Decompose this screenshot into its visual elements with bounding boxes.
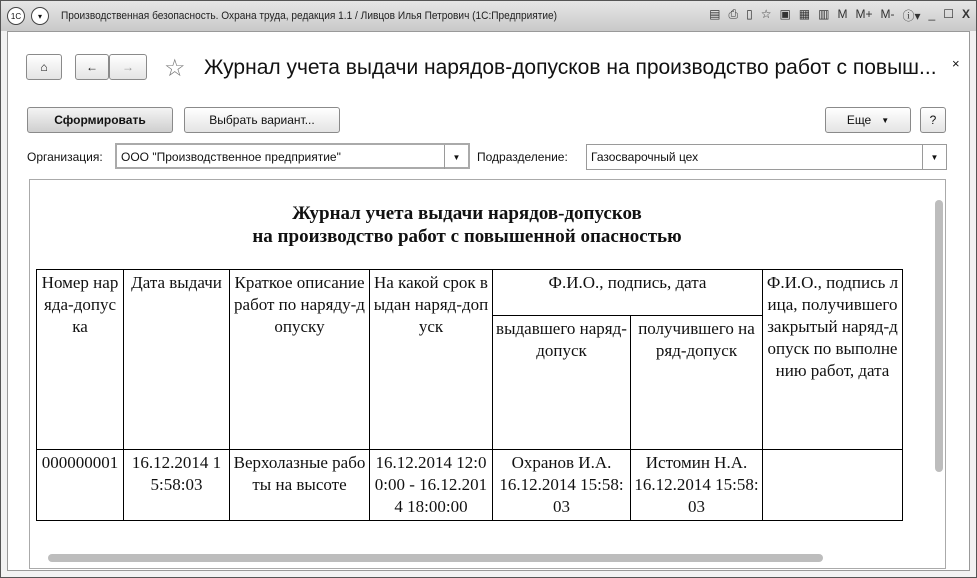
calendar-icon[interactable]: ▥ [818, 7, 830, 21]
horizontal-scrollbar[interactable] [48, 554, 823, 562]
report-title-line2: на производство работ с повышенной опасностью [252, 226, 682, 247]
report-spreadsheet[interactable] [29, 179, 946, 569]
home-button[interactable] [26, 54, 62, 80]
cell-date: 16.12.2014 15:58:03 [124, 450, 230, 521]
minimize-icon[interactable]: _ [928, 7, 936, 21]
cell-issued [493, 450, 631, 521]
favorite-star-icon[interactable]: ☆ [164, 55, 186, 82]
header-received: получившего наряд-допуск [631, 316, 763, 450]
issued-name: Охранов И.А. [511, 453, 612, 472]
vertical-scrollbar[interactable] [935, 200, 943, 472]
close-icon[interactable]: X [961, 7, 970, 21]
org-label: Организация: [27, 150, 103, 164]
received-date: 16.12.2014 15:58:03 [634, 475, 759, 516]
forward-button[interactable] [109, 54, 147, 80]
1c-logo-icon: 1С [7, 7, 25, 25]
cell-description: Верхолазные работы на высоте [230, 450, 370, 521]
chevron-down-icon[interactable]: ▼ [922, 145, 946, 169]
header-number: Номер наряда-допуска [37, 270, 124, 450]
generate-button[interactable]: Сформировать [27, 107, 173, 133]
report-title [30, 202, 904, 248]
memory-minus-button[interactable]: M- [880, 7, 895, 21]
header-date: Дата выдачи [124, 270, 230, 450]
arrow-left-icon: ← [86, 60, 98, 74]
help-button[interactable]: ? [920, 107, 946, 133]
save-icon[interactable]: ▤ [709, 7, 721, 21]
cell-received [631, 450, 763, 521]
form-area [7, 31, 970, 571]
close-form-button[interactable]: × [952, 56, 960, 71]
main-menu-button[interactable]: ▾ [31, 7, 49, 25]
more-button[interactable] [825, 107, 911, 133]
org-field[interactable] [115, 143, 470, 169]
header-issued: выдавшего наряд-допуск [493, 316, 631, 450]
info-icon[interactable]: ⓘ▾ [902, 9, 921, 23]
title-bar [1, 1, 976, 31]
preview-icon[interactable]: ▯ [746, 7, 753, 21]
maximize-icon[interactable]: ☐ [943, 7, 954, 21]
cell-closed [763, 450, 903, 521]
calculator-icon[interactable]: ▦ [798, 7, 811, 21]
print-icon[interactable]: ⎙ [728, 7, 739, 21]
header-closed: Ф.И.О., подпись лица, получившего закрытый наряд-допуск по выполнению работ, дата [763, 270, 903, 450]
dept-value: Газосварочный цех [591, 150, 699, 164]
dept-field[interactable] [586, 144, 947, 170]
org-value: ООО "Производственное предприятие" [121, 150, 341, 164]
report-title-line1: Журнал учета выдачи нарядов-допусков [292, 203, 642, 224]
home-icon: ⌂ [40, 60, 48, 74]
favorites-list-icon[interactable]: ▣ [779, 7, 791, 21]
header-term: На какой срок выдан наряд-допуск [370, 270, 493, 450]
issued-date: 16.12.2014 15:58:03 [499, 475, 624, 516]
window-title: Производственная безопасность. Охрана труда, редакция 1.1 / Ливцов Илья Петрович (1С:Предприятие) [61, 10, 558, 22]
more-label: Еще [846, 113, 872, 127]
received-name: Истомин Н.А. [645, 453, 748, 472]
report-table [36, 269, 903, 521]
cell-term: 16.12.2014 12:00:00 - 16.12.2014 18:00:00 [370, 450, 493, 521]
dept-label: Подразделение: [477, 150, 568, 164]
chevron-down-icon[interactable]: ▼ [444, 145, 468, 169]
header-fio-group: Ф.И.О., подпись, дата [493, 270, 763, 316]
cell-number: 000000001 [37, 450, 124, 521]
choose-variant-button[interactable]: Выбрать вариант... [184, 107, 340, 133]
memory-plus-button[interactable]: M+ [855, 7, 873, 21]
page-title: Журнал учета выдачи нарядов-допусков на производство работ с повыш... [204, 56, 937, 79]
back-button[interactable] [75, 54, 109, 80]
favorite-icon[interactable]: ☆ [760, 7, 772, 21]
chevron-down-icon: ▼ [881, 115, 890, 125]
arrow-right-icon: → [122, 60, 134, 74]
table-row [37, 450, 903, 521]
header-description: Краткое описание работ по наряду-допуску [230, 270, 370, 450]
memory-m-button[interactable]: M [837, 7, 848, 21]
